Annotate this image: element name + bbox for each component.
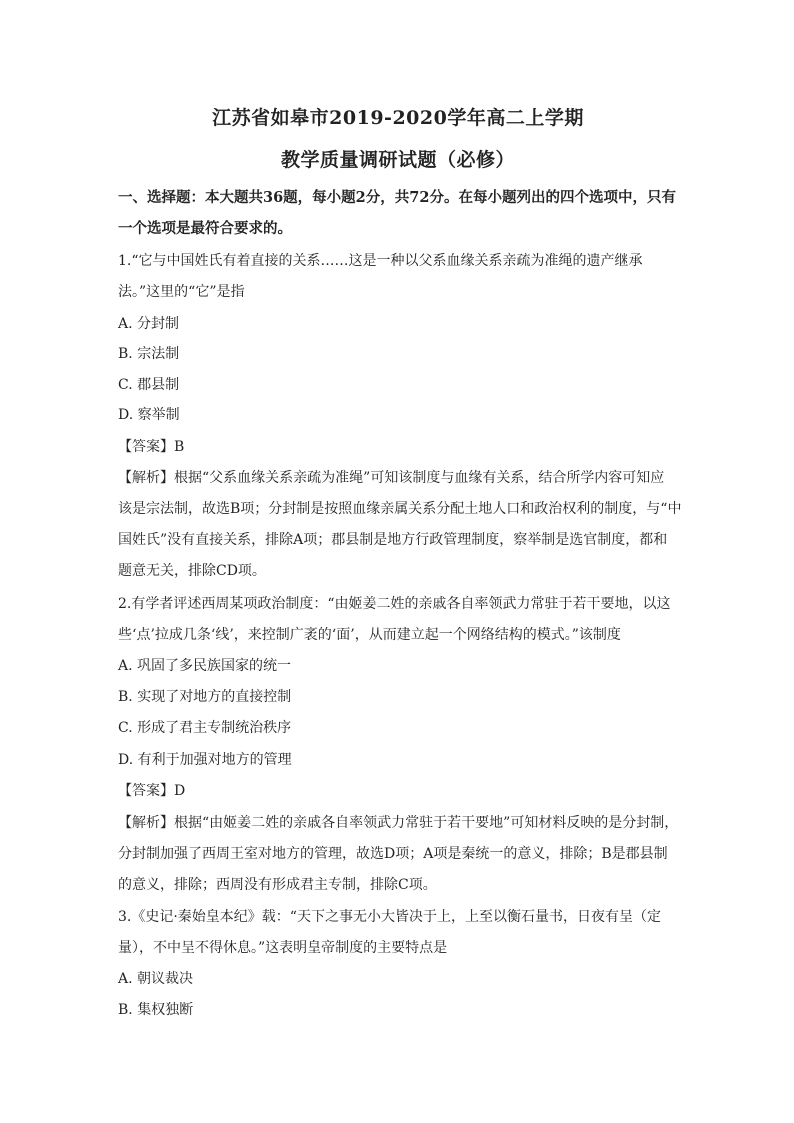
q1-stem-line-1: 1.“它与中国姓氏有着直接的关系……这是一种以父系血缘关系亲疏为准绳的遗产继承 bbox=[118, 253, 643, 269]
q2-stem-line-1: 2.有学者评述西周某项政治制度：“由姬姜二姓的亲戚各自率领武力常驻于若干要地，以这 bbox=[118, 596, 671, 612]
q3-option-b: B. 集权独断 bbox=[118, 1002, 194, 1018]
q2-analysis-line-3: 的意义，排除；西周没有形成君主专制，排除C项。 bbox=[118, 877, 437, 893]
q1-stem-line-2: 法。”这里的“它”是指 bbox=[118, 284, 245, 300]
q2-option-c: C. 形成了君主专制统治秩序 bbox=[118, 720, 292, 736]
q1-analysis-line-2: 该是宗法制，故选B项；分封制是按照血缘亲属关系分配土地人口和政治权利的制度，与“中 bbox=[118, 501, 682, 517]
page-subtitle: 教学质量调研试题（必修） bbox=[280, 149, 515, 171]
q1-answer: 【答案】B bbox=[118, 439, 185, 455]
q1-option-c: C. 郡县制 bbox=[118, 377, 180, 393]
q2-answer: 【答案】D bbox=[118, 783, 186, 799]
q2-stem-line-2: 些‘点’拉成几条‘线’，来控制广袤的‘面’，从而建立起一个网络结构的模式。”该制度 bbox=[118, 627, 621, 643]
q3-option-a: A. 朝议裁决 bbox=[118, 971, 194, 987]
section-instruction-line-1: 一、选择题：本大题共36题，每小题2分，共72分。在每小题列出的四个选项中，只有 bbox=[118, 189, 676, 206]
q3-stem-line-2: 量），不中呈不得休息。”这表明皇帝制度的主要特点是 bbox=[118, 940, 448, 956]
q2-option-d: D. 有利于加强对地方的管理 bbox=[118, 752, 292, 768]
q2-option-a: A. 巩固了多民族国家的统一 bbox=[118, 658, 292, 674]
q1-analysis-line-4: 题意无关，排除CD项。 bbox=[118, 563, 266, 579]
q3-stem-line-1: 3.《史记·秦始皇本纪》载：“天下之事无小大皆决于上，上至以衡石量书，日夜有呈（定 bbox=[118, 909, 661, 925]
q1-analysis-line-1: 【解析】根据“父系血缘关系亲疏为准绳”可知该制度与血缘有关系，结合所学内容可知应 bbox=[118, 470, 665, 486]
q1-option-d: D. 察举制 bbox=[118, 407, 180, 423]
section-instruction-line-2: 一个选项是最符合要求的。 bbox=[118, 220, 292, 237]
q1-option-a: A. 分封制 bbox=[118, 316, 180, 332]
q2-analysis-line-2: 分封制加强了西周王室对地方的管理，故选D项；A项是秦统一的意义，排除；B是郡县制 bbox=[118, 846, 668, 862]
q1-analysis-line-3: 国姓氏”没有直接关系，排除A项；郡县制是地方行政管理制度，察举制是选官制度，都和 bbox=[118, 532, 668, 548]
q1-option-b: B. 宗法制 bbox=[118, 346, 180, 362]
q2-option-b: B. 实现了对地方的直接控制 bbox=[118, 689, 292, 705]
q2-analysis-line-1: 【解析】根据“由姬姜二姓的亲戚各自率领武力常驻于若干要地”可知材料反映的是分封制， bbox=[118, 815, 679, 831]
page-title: 江苏省如皋市2019-2020学年高二上学期 bbox=[212, 107, 584, 129]
